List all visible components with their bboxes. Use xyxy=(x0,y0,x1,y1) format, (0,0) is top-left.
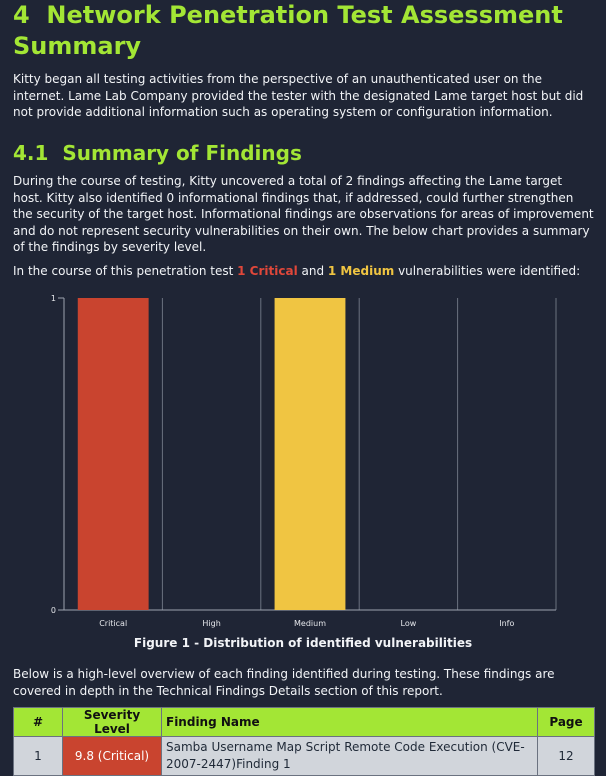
subsection-heading xyxy=(13,140,302,166)
chart-x-tick-label: Info xyxy=(499,619,515,628)
vuln-line-middle: and xyxy=(297,264,328,278)
vuln-line-suffix: vulnerabilities were identified: xyxy=(394,264,581,278)
chart-bar-critical xyxy=(78,298,149,610)
header-page: Page xyxy=(538,708,595,737)
header-finding-name: Finding Name xyxy=(162,708,538,737)
severity-bar-chart xyxy=(44,290,564,635)
chart-svg xyxy=(44,290,564,635)
intro-paragraph: Kitty began all testing activities from the perspective of an unauthenticated user on the internet. Lame Lab Company provided the tester with the designated Lame target host but did not provide additional information such as operating system or configuration information. xyxy=(13,72,584,119)
header-severity: Severity Level xyxy=(63,708,162,737)
chart-x-tick-label: Medium xyxy=(294,619,326,628)
vuln-line-prefix: In the course of this penetration test xyxy=(13,264,238,278)
subsection-title: Summary of Findings xyxy=(62,141,302,165)
figure-caption: Figure 1 - Distribution of identified vulnerabilities xyxy=(133,636,473,650)
section-number: 4 xyxy=(13,1,30,29)
finding-severity: 9.8 (Critical) xyxy=(63,737,162,776)
finding-number: 1 xyxy=(14,737,63,776)
subsection-number: 4.1 xyxy=(13,141,49,165)
chart-x-tick-label: Critical xyxy=(99,619,128,628)
vulnerability-summary-line xyxy=(13,263,595,280)
overview-paragraph: Below is a high-level overview of each finding identified during testing. These findings are covered in depth in the Technical Findings Details section of this report. xyxy=(13,667,555,698)
finding-page: 12 xyxy=(538,737,595,776)
findings-table xyxy=(13,707,595,776)
chart-x-tick-label: Low xyxy=(400,619,417,628)
table-row xyxy=(14,737,595,776)
chart-y-tick-label: 1 xyxy=(50,294,56,303)
critical-count: 1 Critical xyxy=(237,264,298,278)
section-heading xyxy=(13,0,598,62)
header-number: # xyxy=(14,708,63,737)
chart-bar-medium xyxy=(275,298,346,610)
section-title: Network Penetration Test Assessment Summary xyxy=(13,1,563,60)
chart-x-tick-label: High xyxy=(202,619,221,628)
chart-y-tick-label: 0 xyxy=(50,606,56,615)
finding-name: Samba Username Map Script Remote Code Execution (CVE-2007-2447)Finding 1 xyxy=(162,737,538,776)
medium-count: 1 Medium xyxy=(327,264,395,278)
findings-paragraph: During the course of testing, Kitty uncovered a total of 2 findings affecting the Lame target host. Kitty also identified 0 informational findings that, if addressed, could further strengthen the security of the target host. Informational findings are observations for areas of improvement and do not represent security vulnerabilities on their own. The below chart provides a summary of the findings by severity level. xyxy=(13,174,594,254)
table-header-row xyxy=(14,708,595,737)
